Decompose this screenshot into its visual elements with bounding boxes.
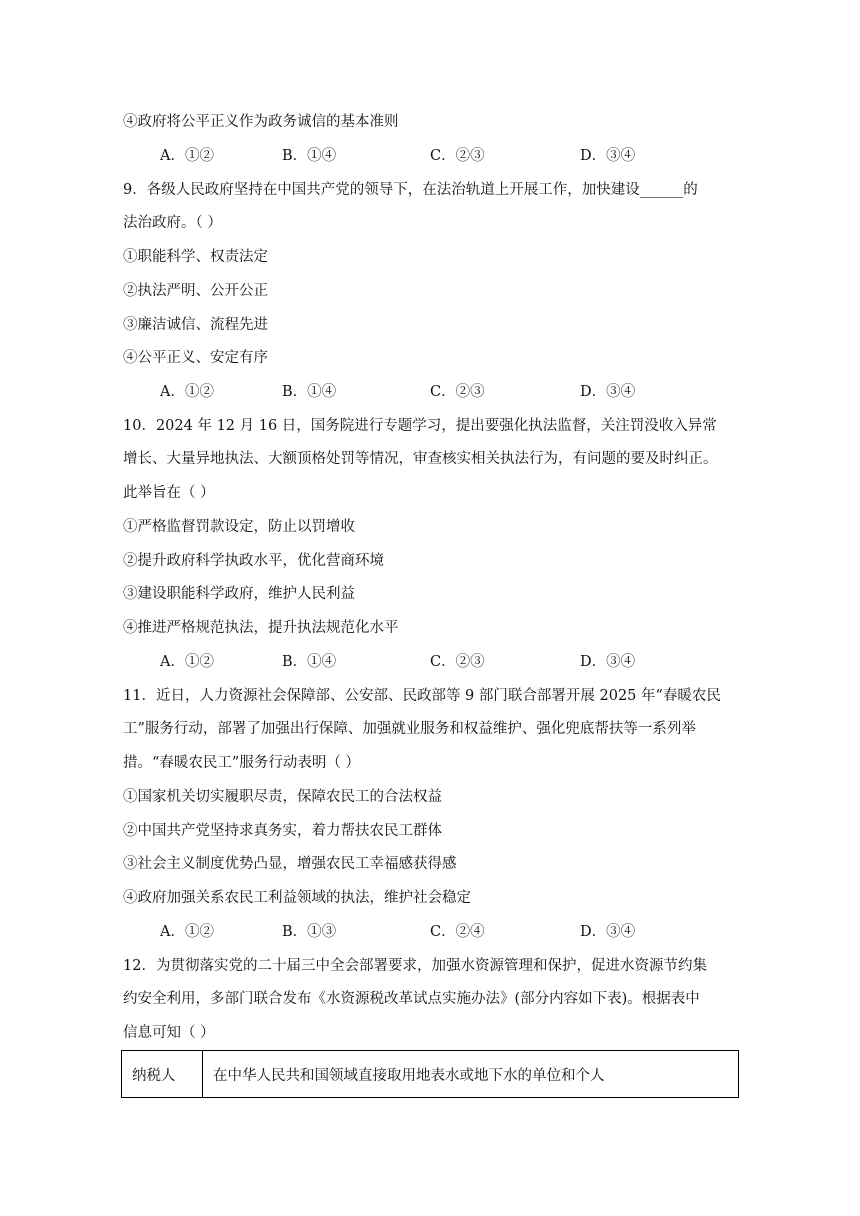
table-key-cell: 纳税人 xyxy=(122,1051,203,1098)
table-value-cell: 在中华人民共和国领域直接取用地表水或地下水的单位和个人 xyxy=(203,1051,739,1098)
q9-options xyxy=(160,382,680,402)
q10-stem-line-3: 此举旨在（ ） xyxy=(123,485,215,501)
q8-statement-4: ④政府将公平正义作为政务诚信的基本准则 xyxy=(123,114,399,130)
q11-options xyxy=(160,922,680,942)
table-row xyxy=(122,1051,739,1098)
q10-statement-2: ②提升政府科学执政水平，优化营商环境 xyxy=(123,553,384,569)
q11-statement-4: ④政府加强关系农民工利益领域的执法，维护社会稳定 xyxy=(123,890,471,906)
q9-option-b: B．①④ xyxy=(282,384,337,400)
tax-info-table xyxy=(121,1050,739,1098)
q9-statement-3: ③廉洁诚信、流程先进 xyxy=(123,317,268,333)
q10-stem-line-1: 10．2024 年 12 月 16 日，国务院进行专题学习，提出要强化执法监督，关注罚没收入异常 xyxy=(123,418,717,434)
q11-option-b: B．①③ xyxy=(282,924,337,940)
q9-option-a: A．①② xyxy=(160,384,214,400)
q10-option-a: A．①② xyxy=(160,654,214,670)
q12-stem-line-2: 约安全利用，多部门联合发布《水资源税改革试点实施办法》(部分内容如下表)。根据表中 xyxy=(123,991,700,1007)
q11-stem-line-3: 措。“春暖农民工”服务行动表明（ ） xyxy=(123,755,360,771)
q10-option-b: B．①④ xyxy=(282,654,337,670)
q8-option-c: C．②③ xyxy=(430,148,485,164)
q10-option-c: C．②③ xyxy=(430,654,485,670)
q10-option-d: D．③④ xyxy=(580,654,636,670)
q10-statement-4: ④推进严格规范执法，提升执法规范化水平 xyxy=(123,620,399,636)
q9-option-c: C．②③ xyxy=(430,384,485,400)
q8-options xyxy=(160,146,680,166)
q10-statement-1: ①严格监督罚款设定，防止以罚增收 xyxy=(123,519,355,535)
q9-option-d: D．③④ xyxy=(580,384,636,400)
q9-statement-2: ②执法严明、公开公正 xyxy=(123,283,268,299)
q11-statement-2: ②中国共产党坚持求真务实，着力帮扶农民工群体 xyxy=(123,823,442,839)
q11-stem-line-1: 11．近日，人力资源社会保障部、公安部、民政部等 9 部门联合部署开展 2025 年“春暖农民 xyxy=(123,688,721,704)
q11-option-d: D．③④ xyxy=(580,924,636,940)
q9-statement-4: ④公平正义、安定有序 xyxy=(123,350,268,366)
q8-option-d: D．③④ xyxy=(580,148,636,164)
q10-options xyxy=(160,652,680,672)
q8-option-a: A．①② xyxy=(160,148,214,164)
q9-statement-1: ①职能科学、权责法定 xyxy=(123,249,268,265)
q9-stem-line-1: 9．各级人民政府坚持在中国共产党的领导下，在法治轨道上开展工作，加快建设______的 xyxy=(123,182,698,198)
q11-option-a: A．①② xyxy=(160,924,214,940)
q11-stem-line-2: 工”服务行动，部署了加强出行保障、加强就业服务和权益维护、强化兜底帮扶等一系列举 xyxy=(123,721,696,737)
q11-statement-3: ③社会主义制度优势凸显，增强农民工幸福感获得感 xyxy=(123,856,457,872)
q10-statement-3: ③建设职能科学政府，维护人民利益 xyxy=(123,586,355,602)
q8-option-b: B．①④ xyxy=(282,148,337,164)
q9-stem-line-2: 法治政府。（ ） xyxy=(123,215,222,231)
q10-stem-line-2: 增长、大量异地执法、大额顶格处罚等情况，审查核实相关执法行为，有问题的要及时纠正。 xyxy=(123,451,718,467)
q12-stem-line-1: 12．为贯彻落实党的二十届三中全会部署要求，加强水资源管理和保护，促进水资源节约集 xyxy=(123,958,707,974)
q12-stem-line-3: 信息可知（ ） xyxy=(123,1025,215,1041)
q11-statement-1: ①国家机关切实履职尽责，保障农民工的合法权益 xyxy=(123,789,442,805)
q11-option-c: C．②④ xyxy=(430,924,485,940)
